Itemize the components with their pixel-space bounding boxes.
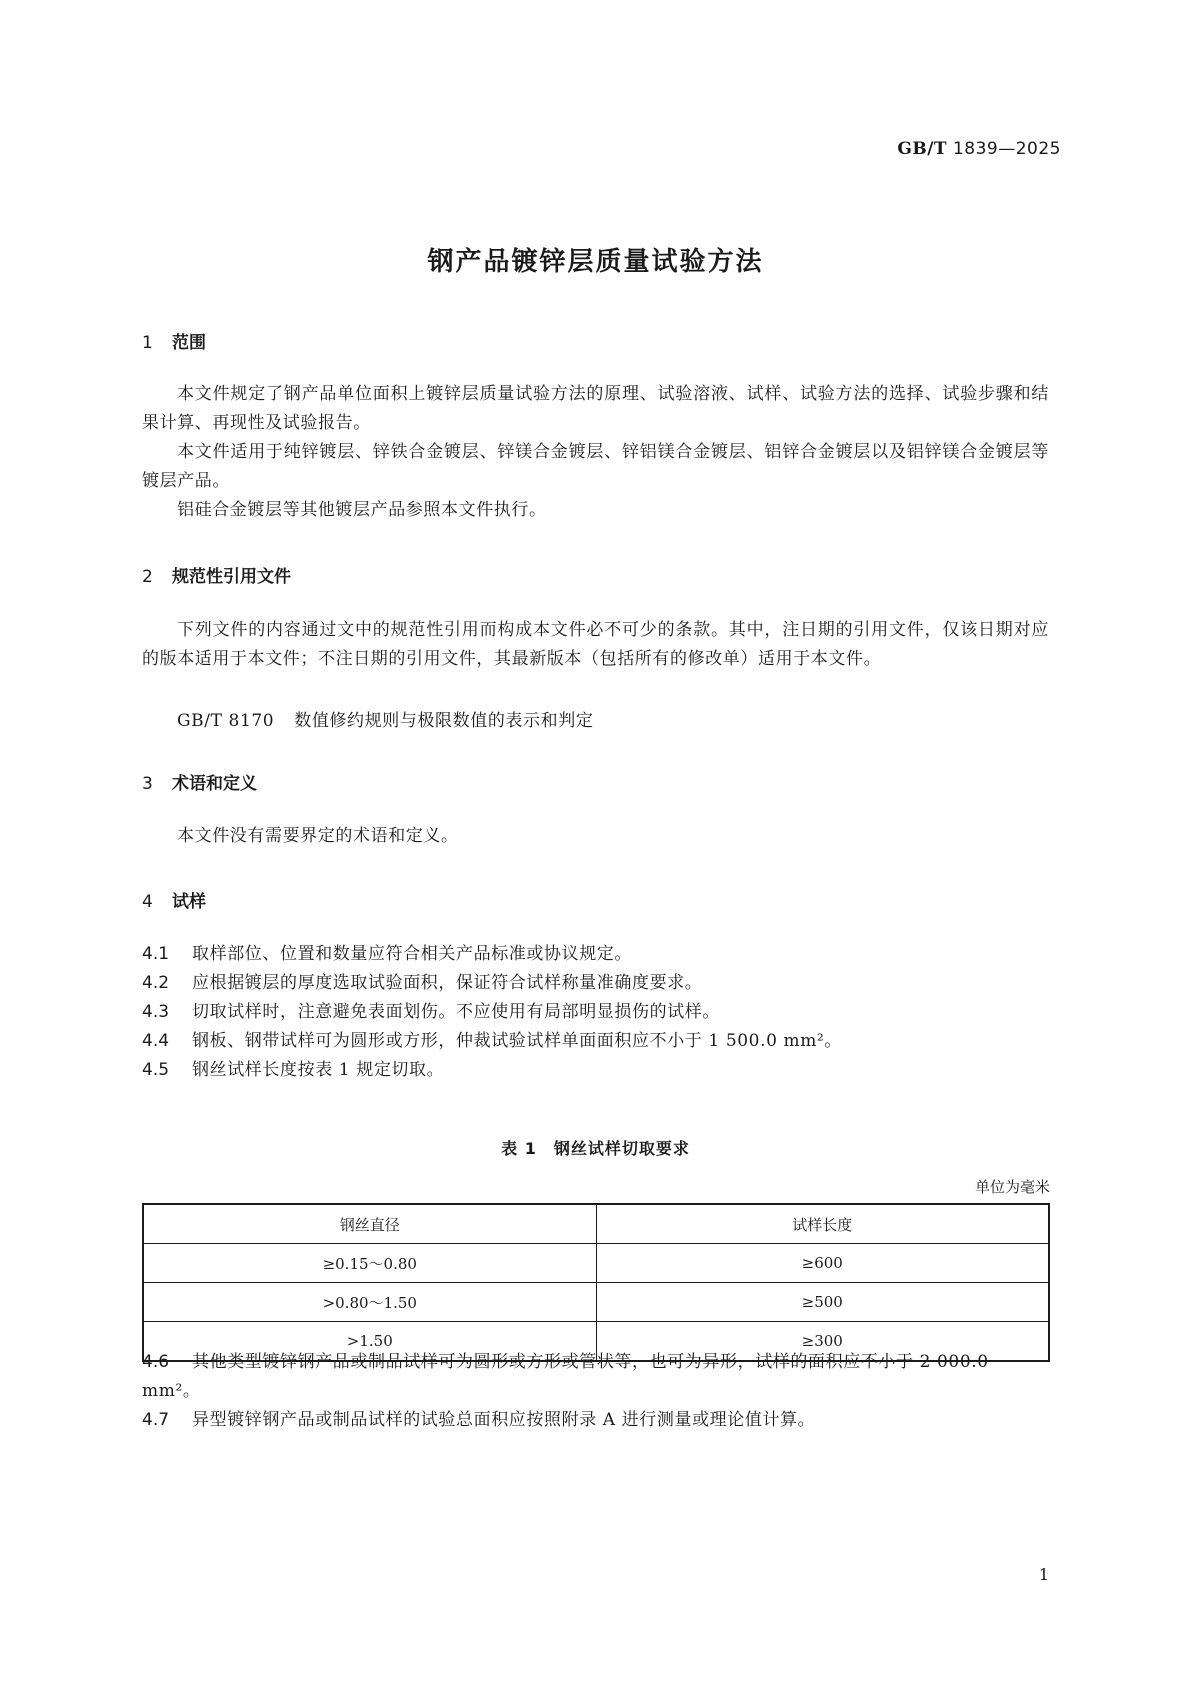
- clause-4-5: [142, 1056, 1049, 1085]
- table-header-row: [143, 1204, 1049, 1244]
- section-title: 范围: [172, 333, 206, 353]
- standard-code: [897, 139, 1061, 159]
- reference-entry: [177, 706, 593, 731]
- table-unit-note: 单位为毫米: [974, 1178, 1050, 1196]
- clause-number: 4.4: [142, 1031, 170, 1051]
- clause-text: 钢板、钢带试样可为圆形或方形，仲裁试验试样单面面积应不小于 1 500.0 mm²。: [192, 1031, 842, 1051]
- section-number: 3: [142, 774, 153, 794]
- clause-4-3: [142, 998, 1049, 1027]
- table-cell: >0.80～1.50: [143, 1283, 596, 1322]
- clause-number: 4.1: [142, 944, 170, 964]
- clause-4-7: [142, 1406, 1049, 1435]
- section-number: 1: [142, 333, 153, 353]
- page-number: 1: [1038, 1565, 1049, 1584]
- document-title: 钢产品镀锌层质量试验方法: [427, 247, 764, 277]
- reference-title: 数值修约规则与极限数值的表示和判定: [294, 711, 594, 731]
- table-row: [143, 1244, 1049, 1283]
- clause-4-2: [142, 969, 1049, 998]
- section-number: 2: [142, 567, 153, 587]
- reference-code: GB/T 8170: [177, 711, 275, 731]
- clause-number: 4.3: [142, 1002, 170, 1022]
- clause-number: 4.2: [142, 973, 170, 993]
- table-caption: 表 1 钢丝试样切取要求: [501, 1139, 690, 1158]
- clause-text: 其他类型镀锌钢产品或制品试样可为圆形或方形或管状等，也可为异形，试样的面积应不小于 2 000.0 mm²。: [142, 1352, 989, 1401]
- clause-text: 钢丝试样长度按表 1 规定切取。: [192, 1060, 445, 1080]
- clause-4-6: [142, 1348, 1049, 1406]
- section-1-heading: [142, 328, 206, 353]
- normative-references-paragraph: 下列文件的内容通过文中的规范性引用而构成本文件必不可少的条款。其中，注日期的引用文件，仅该日期对应的版本适用于本文件；不注日期的引用文件，其最新版本（包括所有的修改单）适用于本文件。: [142, 620, 1049, 669]
- section-4-heading: [142, 887, 206, 912]
- table-row: [143, 1283, 1049, 1322]
- clause-text: 应根据镀层的厚度选取试验面积，保证符合试样称量准确度要求。: [192, 973, 703, 993]
- table-cell: >1.50: [143, 1322, 596, 1362]
- table-cell: ≥0.15～0.80: [143, 1244, 596, 1283]
- table-cell: ≥300: [596, 1322, 1049, 1362]
- clause-number: 4.6: [142, 1352, 170, 1372]
- clause-text: 取样部位、位置和数量应符合相关产品标准或协议规定。: [192, 944, 632, 964]
- clause-text: 异型镀锌钢产品或制品试样的试验总面积应按照附录 A 进行测量或理论值计算。: [192, 1410, 816, 1430]
- clause-text: 切取试样时，注意避免表面划伤。不应使用有局部明显损伤的试样。: [192, 1002, 720, 1022]
- table-header-cell: 钢丝直径: [143, 1204, 596, 1244]
- section-3-heading: [142, 769, 257, 794]
- standard-code-prefix: GB/T: [897, 139, 948, 159]
- table-cell: ≥600: [596, 1244, 1049, 1283]
- wire-sample-table: [142, 1203, 1050, 1362]
- clause-number: 4.5: [142, 1060, 170, 1080]
- scope-paragraph-1: 本文件规定了钢产品单位面积上镀锌层质量试验方法的原理、试验溶液、试样、试验方法的选择、试验步骤和结果计算、再现性及试验报告。: [142, 384, 1049, 433]
- clause-number: 4.7: [142, 1410, 170, 1430]
- clause-4-4: [142, 1027, 1049, 1056]
- scope-paragraph-3: 铝硅合金镀层等其他镀层产品参照本文件执行。: [177, 500, 547, 520]
- standard-code-number: 1839—2025: [952, 139, 1061, 159]
- scope-paragraph-2: 本文件适用于纯锌镀层、锌铁合金镀层、锌镁合金镀层、锌铝镁合金镀层、铝锌合金镀层以及铝锌镁合金镀层等镀层产品。: [142, 442, 1049, 491]
- table-header-cell: 试样长度: [596, 1204, 1049, 1244]
- section-title: 术语和定义: [172, 774, 257, 794]
- section-2-heading: [142, 562, 291, 587]
- section-title: 试样: [172, 892, 206, 912]
- clause-4-1: [142, 940, 1049, 969]
- section-number: 4: [142, 892, 153, 912]
- section-title: 规范性引用文件: [172, 567, 291, 587]
- terms-paragraph: 本文件没有需要界定的术语和定义。: [177, 826, 459, 846]
- table-cell: ≥500: [596, 1283, 1049, 1322]
